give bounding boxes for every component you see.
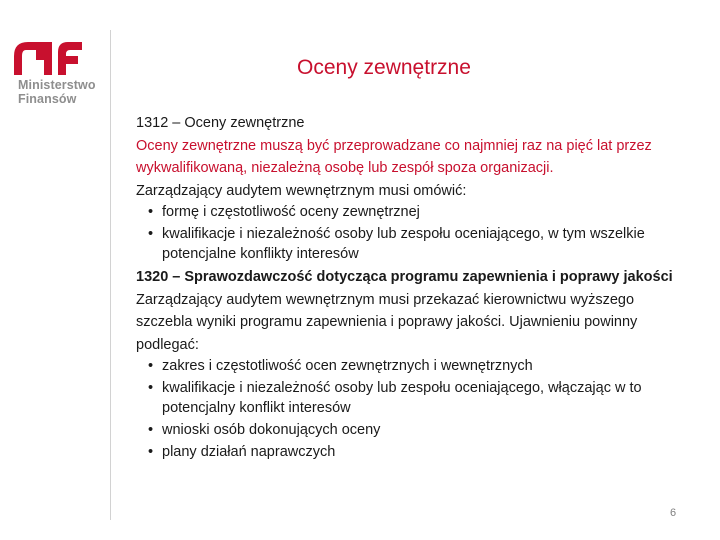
list-item: • kwalifikacje i niezależność osoby lub zespołu oceniającego, włączając w to potencjalny konflikt interesów: [136, 378, 686, 418]
section2-bullet-list: [136, 356, 686, 462]
list-item: • kwalifikacje i niezależność osoby lub zespołu oceniającego, w tym wszelkie potencjalne konflikty interesów: [136, 224, 686, 264]
vertical-divider: [110, 30, 111, 520]
section1-heading: 1312 – Oceny zewnętrzne: [136, 115, 305, 131]
slide-content: [136, 112, 686, 464]
list-item: • formę i częstotliwość oceny zewnętrznej: [136, 202, 686, 222]
ministry-logo: [14, 38, 110, 108]
mf-logo-mark-icon: [14, 38, 84, 76]
slide-title: Oceny zewnętrzne: [297, 56, 471, 79]
section1-bullet-list: [136, 202, 686, 264]
list-item: • plany działań naprawczych: [136, 442, 686, 462]
logo-line1: Ministerstwo: [18, 78, 96, 92]
list-item: • zakres i częstotliwość ocen zewnętrznych i wewnętrznych: [136, 356, 686, 376]
section2-body: Zarządzający audytem wewnętrznym musi przekazać kierownictwu wyższego szczebla wyniki programu zapewnienia i poprawy jakości. Ujawnieniu powinny podlegać:: [136, 291, 638, 353]
logo-text: [18, 78, 96, 106]
section1-body: Oceny zewnętrzne muszą być przeprowadzane co najmniej raz na pięć lat przez wykwalifikowaną, niezależną osobę lub zespół spoza organizacji.: [136, 137, 652, 176]
section2-heading: 1320 – Sprawozdawczość dotycząca programu zapewnienia i poprawy jakości: [136, 269, 673, 285]
logo-line2: Finansów: [18, 92, 77, 106]
page-number: 6: [670, 507, 677, 519]
list-item: • wnioski osób dokonujących oceny: [136, 420, 686, 440]
section1-intro: Zarządzający audytem wewnętrznym musi omówić:: [136, 182, 467, 199]
